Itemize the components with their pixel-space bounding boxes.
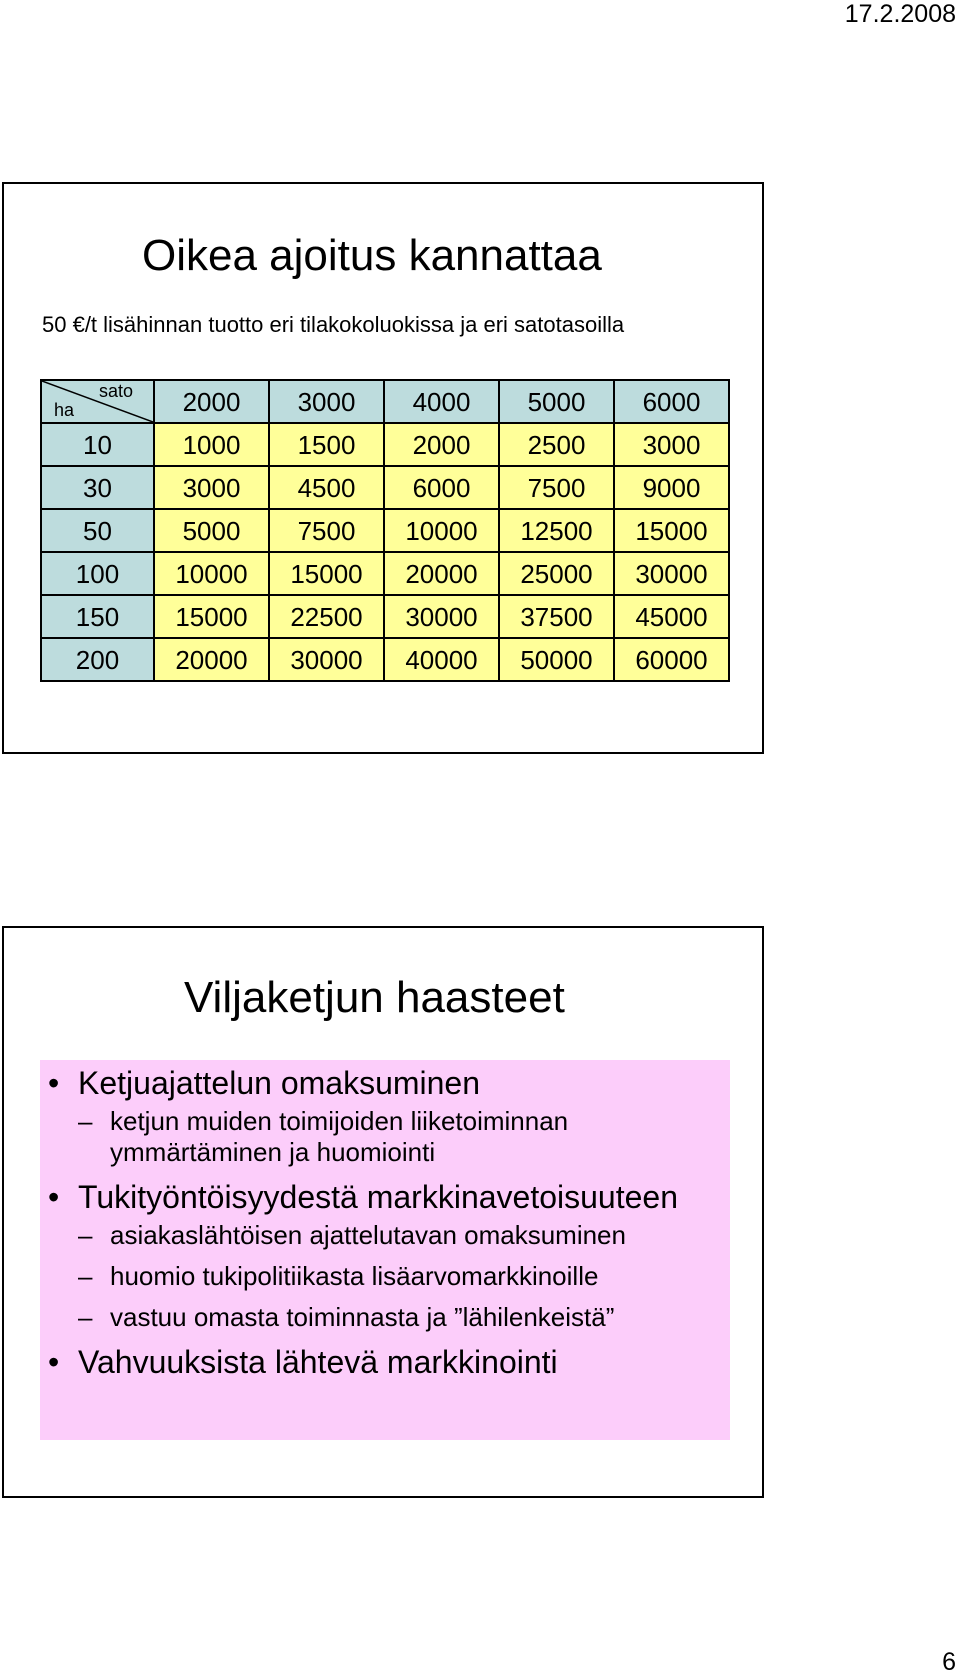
row-header: 30	[41, 466, 154, 509]
table-cell: 9000	[614, 466, 729, 509]
table-cell: 30000	[384, 595, 499, 638]
table-cell: 37500	[499, 595, 614, 638]
table-cell: 15000	[269, 552, 384, 595]
column-header: 3000	[269, 380, 384, 423]
sub-list	[78, 1106, 730, 1168]
table-cell: 30000	[614, 552, 729, 595]
table-cell: 7500	[269, 509, 384, 552]
list-item	[40, 1178, 730, 1333]
table-cell: 6000	[384, 466, 499, 509]
slide-title: Viljaketjun haasteet	[184, 973, 565, 1022]
bullet-marker: •	[48, 1344, 60, 1380]
bullet-marker: •	[48, 1179, 60, 1215]
table-cell: 5000	[154, 509, 269, 552]
dash-marker: –	[78, 1220, 93, 1250]
table-row	[41, 595, 729, 638]
bullet-list	[40, 1064, 730, 1389]
table-cell: 10000	[384, 509, 499, 552]
table-cell: 1500	[269, 423, 384, 466]
table-cell: 4500	[269, 466, 384, 509]
corner-label-yield: sato	[98, 381, 133, 401]
sub-list	[78, 1220, 730, 1333]
slide-grain-chain-challenges	[2, 926, 764, 1498]
slide-subtitle: 50 €/t lisähinnan tuotto eri tilakokoluokissa ja eri satotasoilla	[42, 312, 625, 337]
column-header: 6000	[614, 380, 729, 423]
content-box	[40, 1060, 730, 1440]
table-cell: 22500	[269, 595, 384, 638]
table-cell: 2500	[499, 423, 614, 466]
sub-item-text: huomio tukipolitiikasta lisäarvomarkkinoille	[110, 1261, 599, 1291]
slide-title: Oikea ajoitus kannattaa	[142, 231, 602, 280]
table-cell: 60000	[614, 638, 729, 681]
bullet-text: Tukityöntöisyydestä markkinavetoisuuteen	[78, 1179, 678, 1215]
table-cell: 1000	[154, 423, 269, 466]
bullet-marker: •	[48, 1065, 60, 1101]
table-cell: 45000	[614, 595, 729, 638]
bullet-text: Ketjuajattelun omaksuminen	[78, 1065, 481, 1101]
sub-item-text: vastuu omasta toiminnasta ja ”lähilenkeistä”	[110, 1302, 615, 1332]
table-cell: 3000	[154, 466, 269, 509]
table-row	[41, 466, 729, 509]
column-header: 4000	[384, 380, 499, 423]
page-number: 6	[942, 1648, 956, 1676]
list-item	[40, 1064, 730, 1168]
sub-list-item	[78, 1302, 730, 1333]
sub-item-text: asiakaslähtöisen ajattelutavan omaksuminen	[110, 1220, 626, 1250]
table-cell: 15000	[614, 509, 729, 552]
slide-optimal-timing	[2, 182, 764, 754]
sub-list-item	[78, 1261, 730, 1292]
table-cell: 50000	[499, 638, 614, 681]
table-cell: 3000	[614, 423, 729, 466]
column-header: 2000	[154, 380, 269, 423]
table-cell: 12500	[499, 509, 614, 552]
sub-list-item	[78, 1220, 730, 1251]
table-cell: 2000	[384, 423, 499, 466]
corner-label-hectares: ha	[54, 400, 75, 420]
table-cell: 10000	[154, 552, 269, 595]
table-cell: 20000	[384, 552, 499, 595]
sub-item-text: ketjun muiden toimijoiden liiketoiminnan ymmärtäminen ja huomiointi	[110, 1106, 569, 1167]
table-cell: 20000	[154, 638, 269, 681]
row-header: 150	[41, 595, 154, 638]
row-header: 200	[41, 638, 154, 681]
yield-return-table	[40, 379, 730, 682]
sub-list-item	[78, 1106, 730, 1168]
dash-marker: –	[78, 1261, 93, 1291]
table-row	[41, 638, 729, 681]
table-header-row	[41, 380, 729, 423]
table-cell: 7500	[499, 466, 614, 509]
table-cell: 30000	[269, 638, 384, 681]
table-row	[41, 509, 729, 552]
dash-marker: –	[78, 1106, 93, 1136]
table-cell: 15000	[154, 595, 269, 638]
table-row	[41, 552, 729, 595]
dash-marker: –	[78, 1302, 93, 1332]
column-header: 5000	[499, 380, 614, 423]
list-item	[40, 1343, 730, 1381]
row-header: 10	[41, 423, 154, 466]
row-header: 50	[41, 509, 154, 552]
table-row	[41, 423, 729, 466]
table-cell: 40000	[384, 638, 499, 681]
table-corner-cell	[41, 380, 154, 423]
page-date: 17.2.2008	[844, 0, 956, 28]
row-header: 100	[41, 552, 154, 595]
bullet-text: Vahvuuksista lähtevä markkinointi	[78, 1344, 558, 1380]
table-cell: 25000	[499, 552, 614, 595]
